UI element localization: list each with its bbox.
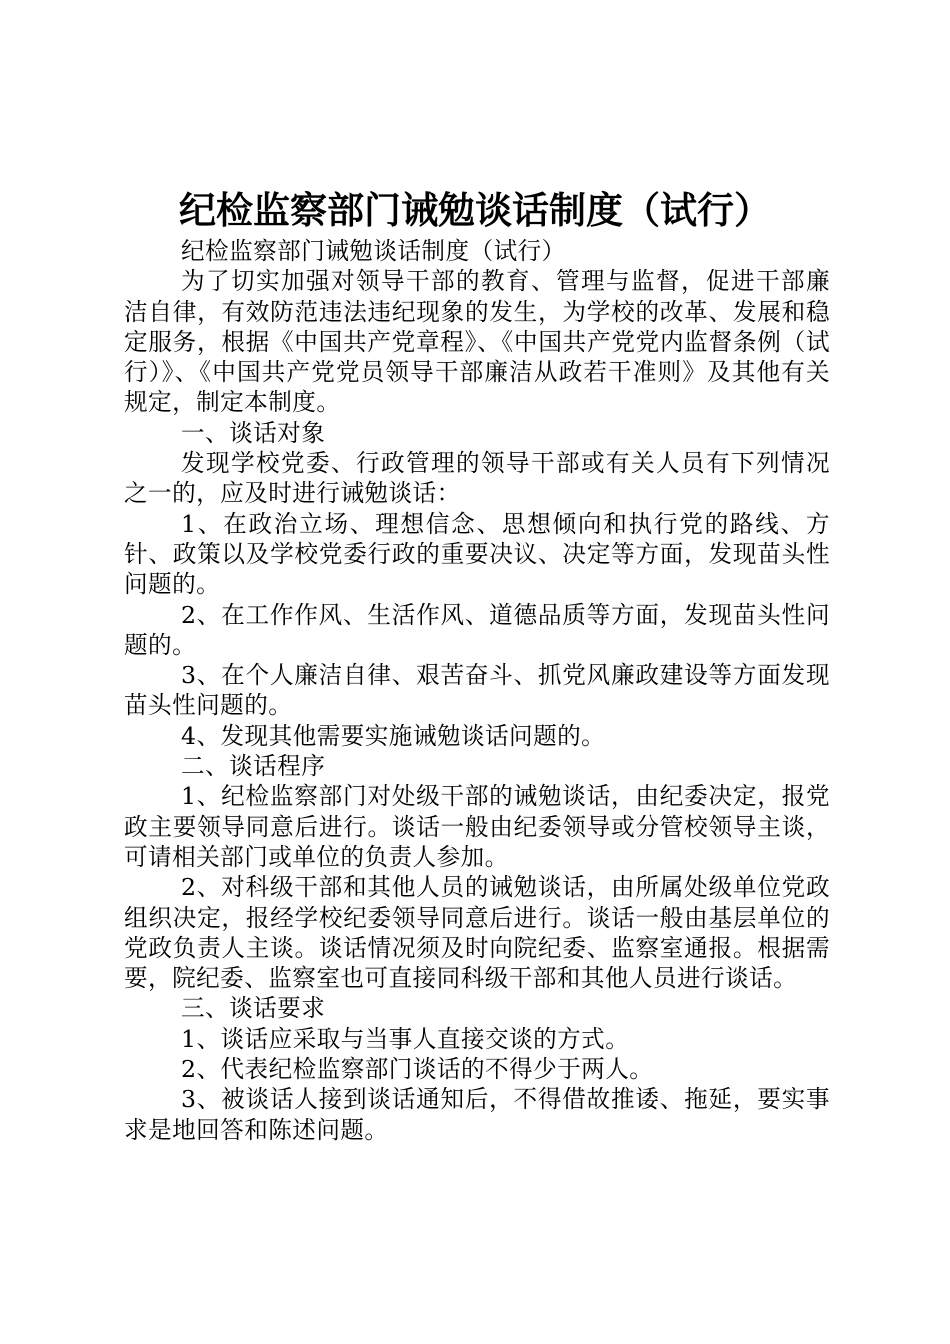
subtitle-paragraph: 纪检监察部门诫勉谈话制度（试行） (181, 237, 566, 265)
document-title: 纪检监察部门诫勉谈话制度（试行） (179, 188, 771, 232)
list-item: 1、纪检监察部门对处级干部的诫勉谈话，由纪委决定，报党政主要领导同意后进行。谈话一般由纪委领导或分管校领导主谈，可请相关部门或单位的负责人参加。 (124, 782, 830, 871)
section-heading-targets: 一、谈话对象 (181, 418, 326, 447)
list-item: 4、发现其他需要实施诫勉谈话问题的。 (181, 721, 606, 750)
list-item: 1、谈话应采取与当事人直接交谈的方式。 (181, 1024, 630, 1053)
intro-paragraph: 为了切实加强对领导干部的教育、管理与监督，促进干部廉洁自律，有效防范违法违纪现象的发生，为学校的改革、发展和稳定服务，根据《中国共产党章程》、《中国共产党党内监督条例（试行）》、《中国共产党党员领导干部廉洁从政若干准则》及其他有关规定，制定本制度。 (124, 267, 830, 417)
list-item: 2、代表纪检监察部门谈话的不得少于两人。 (181, 1055, 654, 1084)
section-heading-procedure: 二、谈话程序 (181, 752, 326, 781)
list-item: 2、对科级干部和其他人员的诫勉谈话，由所属处级单位党政组织决定，报经学校纪委领导同意后进行。谈话一般由基层单位的党政负责人主谈。谈话情况须及时向院纪委、监察室通报。根据需要，院纪委、监察室也可直接同科级干部和其他人员进行谈话。 (124, 873, 830, 993)
list-item: 3、被谈话人接到谈话通知后，不得借故推诿、拖延，要实事求是地回答和陈述问题。 (124, 1085, 830, 1144)
document-body (124, 236, 830, 1145)
list-item: 2、在工作作风、生活作风、道德品质等方面，发现苗头性问题的。 (124, 600, 830, 659)
list-item: 3、在个人廉洁自律、艰苦奋斗、抓党风廉政建设等方面发现苗头性问题的。 (124, 661, 830, 720)
body-paragraph: 发现学校党委、行政管理的领导干部或有关人员有下列情况之一的，应及时进行诫勉谈话： (124, 449, 830, 508)
section-heading-requirements: 三、谈话要求 (181, 994, 326, 1023)
list-item: 1、在政治立场、理想信念、思想倾向和执行党的路线、方针、政策以及学校党委行政的重要决议、决定等方面，发现苗头性问题的。 (124, 509, 830, 599)
